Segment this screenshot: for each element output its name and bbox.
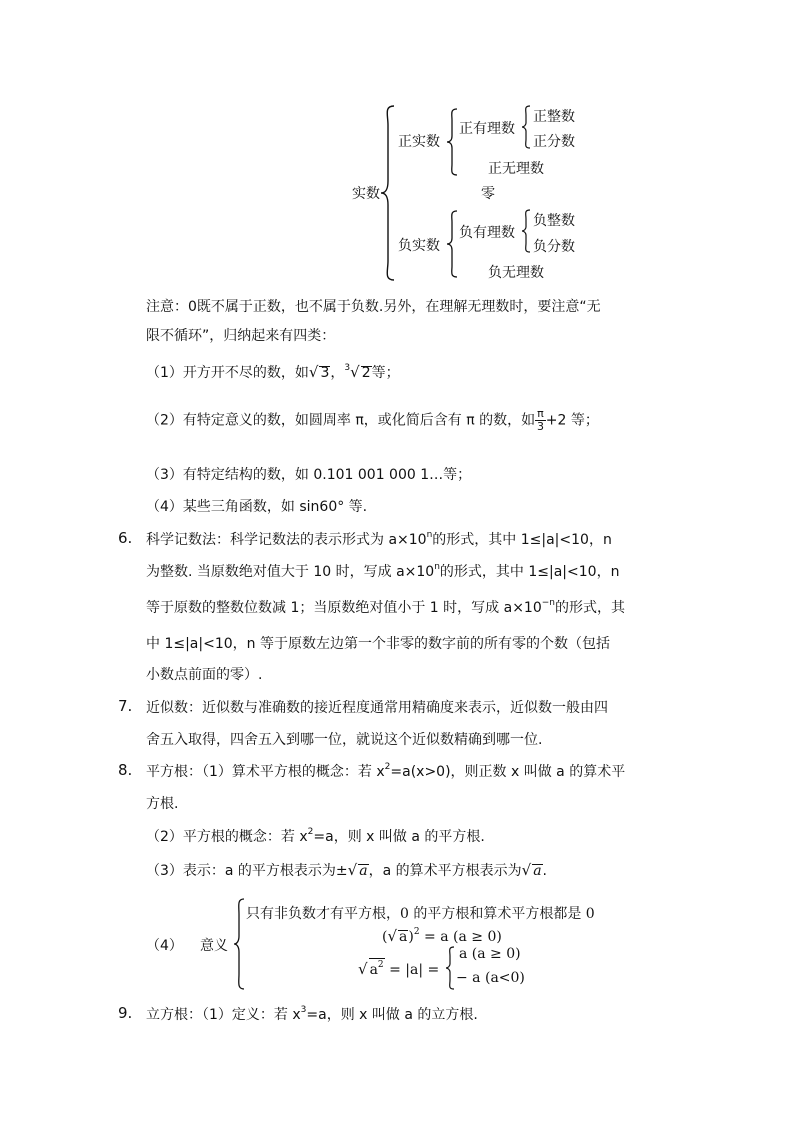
radicand-base: a xyxy=(369,962,378,978)
exponent: 3 xyxy=(300,1005,307,1015)
text: （2）平方根的概念：若 x xyxy=(146,829,308,845)
note-item-2-text: （2）有特定意义的数，如圆周率 π，或化简后含有 π 的数，如 xyxy=(146,412,536,429)
radicand-a: a xyxy=(359,863,368,879)
section-8-line-1 xyxy=(146,761,625,781)
meaning-line-1: 只有非负数才有平方根，0 的平方根和算术平方根都是 0 xyxy=(246,906,595,922)
meaning-brace xyxy=(233,898,245,990)
cube-root-icon: √ xyxy=(350,363,360,381)
sqrt-icon: √ xyxy=(308,363,319,381)
separator: ， xyxy=(330,365,345,381)
note-item-3: （3）有特定结构的数，如 0.101 001 000 1…等； xyxy=(146,467,472,483)
tree-positive-rational: 正有理数 xyxy=(459,121,515,137)
section-6-line-4: 中 1≤|a|<10，n 等于原数左边第一个非零的数字前的所有零的个数（包括 xyxy=(146,636,610,652)
tree-zero: 零 xyxy=(481,186,495,202)
paren: ) xyxy=(408,929,414,945)
text: =a，则 x 叫做 a 的立方根. xyxy=(306,1007,478,1023)
note-item-1-tail: 等； xyxy=(371,365,400,381)
tree-positive-real: 正实数 xyxy=(398,134,440,150)
tree-negative-fraction: 负分数 xyxy=(533,239,575,255)
tree-root: 实数 xyxy=(352,186,380,202)
radicand-a: a xyxy=(533,863,542,879)
section-9-number: 9. xyxy=(118,1004,133,1022)
text: 科学记数法：科学记数法的表示形式为 a×10 xyxy=(146,532,427,548)
text: 平方根：（1）算术平方根的概念：若 x xyxy=(146,764,385,780)
note-line-2: 限不循环”，归纳起来有四类： xyxy=(146,328,336,344)
section-7-line-2: 舍五入取得，四舍五入到哪一位，就说这个近似数精确到哪一位. xyxy=(146,732,543,748)
note-item-1 xyxy=(146,362,400,382)
positive-real-brace xyxy=(446,108,458,176)
text: 的形式，其中 1≤|a|<10，n xyxy=(432,532,612,548)
section-6-line-1 xyxy=(146,529,612,549)
note-item-2 xyxy=(146,408,599,433)
text: 的形式，其中 1≤|a|<10，n xyxy=(439,564,620,580)
note-item-1-text: （1）开方开不尽的数，如 xyxy=(146,365,309,381)
section-8-part-4-label: （4） xyxy=(146,938,183,954)
text: 立方根：（1）定义：若 x xyxy=(146,1007,301,1023)
radicand-2: 2 xyxy=(361,365,371,381)
section-8-part-2 xyxy=(146,826,485,846)
pi-over-3-fraction xyxy=(535,408,546,433)
cube-root-index: 3 xyxy=(344,363,351,373)
radicand-a: a xyxy=(399,929,408,945)
text: =a，则 x 叫做 a 的平方根. xyxy=(313,829,485,845)
text: =a(x>0)，则正数 x 叫做 a 的算术平 xyxy=(390,764,626,780)
section-7-number: 7. xyxy=(118,697,133,715)
fraction-numerator: π xyxy=(537,407,544,420)
section-8-line-2: 方根. xyxy=(146,796,179,812)
exponent: 2 xyxy=(377,960,384,970)
sqrt-icon: √ xyxy=(521,861,532,879)
section-8-part-4-name: 意义 xyxy=(200,938,228,954)
exponent: 2 xyxy=(384,762,391,772)
section-7-line-1: 近似数：近似数与准确数的接近程度通常用精确度来表示，近似数一般由四 xyxy=(146,700,608,716)
exponent: n xyxy=(434,562,440,572)
tree-negative-irrational: 负无理数 xyxy=(488,265,544,281)
radicand-a-squared xyxy=(369,958,385,977)
piecewise-case-2: − a (a<0) xyxy=(456,970,525,986)
meaning-line-2 xyxy=(382,927,502,945)
sqrt-icon: √ xyxy=(387,927,398,945)
piecewise-brace xyxy=(445,946,455,990)
note-line-1: 注意：0既不属于正数，也不属于负数.另外，在理解无理数时，要注意“无 xyxy=(146,299,601,315)
section-8-part-3 xyxy=(146,860,547,880)
piecewise-case-1: a (a ≥ 0) xyxy=(459,946,521,962)
tree-positive-irrational: 正无理数 xyxy=(488,161,544,177)
section-9-line-1 xyxy=(146,1004,478,1024)
paren: ( xyxy=(382,929,388,945)
section-6-line-2 xyxy=(146,561,619,581)
section-6-line-3 xyxy=(146,597,625,617)
meaning-line-3 xyxy=(358,958,439,978)
positive-rational-brace xyxy=(521,105,531,149)
section-6-number: 6. xyxy=(118,529,133,547)
text: 等于原数的整数位数减 1；当原数绝对值小于 1 时，写成 a×10 xyxy=(146,600,542,616)
section-6-line-5: 小数点前面的零）. xyxy=(146,667,263,683)
tree-negative-rational: 负有理数 xyxy=(459,225,515,241)
tree-negative-integer: 负整数 xyxy=(533,213,575,229)
negative-rational-brace xyxy=(521,209,531,253)
equals-abs: = |a| = xyxy=(384,962,440,978)
negative-real-brace xyxy=(446,210,458,278)
note-item-4: （4）某些三角函数，如 sin60° 等. xyxy=(146,499,368,515)
radicand-3: 3 xyxy=(320,365,330,381)
exponent: 2 xyxy=(307,827,314,837)
text: 为整数. 当原数绝对值大于 10 时，写成 a×10 xyxy=(146,564,435,580)
sqrt-icon: √ xyxy=(347,861,358,879)
text: . xyxy=(542,863,547,879)
root-brace xyxy=(380,105,396,281)
note-item-2-tail: +2 等； xyxy=(545,412,599,429)
exponent: n xyxy=(426,530,433,540)
tree-positive-integer: 正整数 xyxy=(533,109,575,125)
tree-positive-fraction: 正分数 xyxy=(533,134,575,150)
exponent: −n xyxy=(541,598,555,608)
fraction-denominator: 3 xyxy=(536,420,544,433)
section-8-number: 8. xyxy=(118,761,133,779)
exponent: 2 xyxy=(413,927,420,937)
text: （3）表示：a 的平方根表示为± xyxy=(146,863,348,879)
condition: = a (a ≥ 0) xyxy=(419,929,502,945)
text: 的形式，其 xyxy=(555,600,625,616)
sqrt-icon: √ xyxy=(358,960,368,978)
tree-negative-real: 负实数 xyxy=(398,238,440,254)
text: ，a 的算术平方根表示为 xyxy=(368,863,522,879)
